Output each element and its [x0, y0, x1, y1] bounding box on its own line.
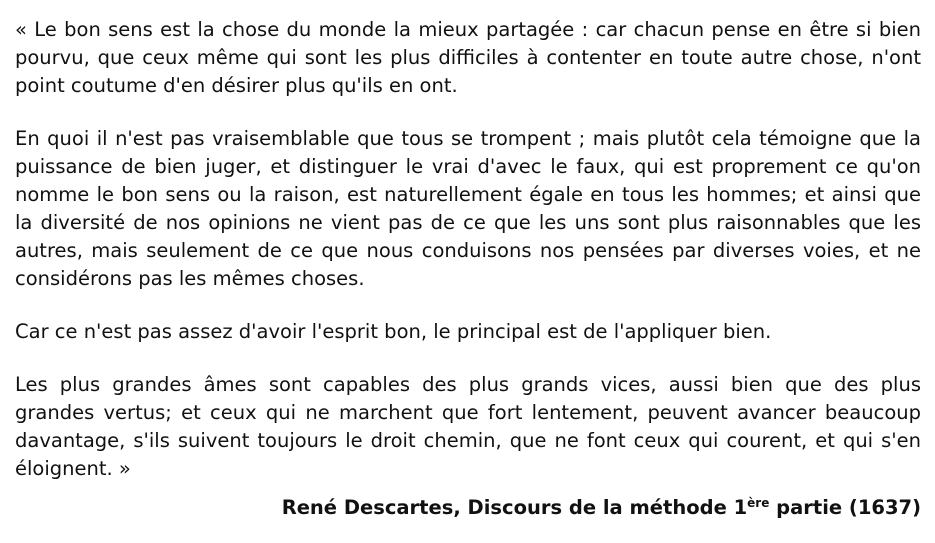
attribution-superscript: ère: [747, 496, 770, 510]
quote-body: [15, 16, 921, 508]
attribution: [282, 494, 921, 522]
quote-paragraph-1: « Le bon sens est la chose du monde la mieux partagée : car chacun pense en être si bien pourvu, que ceux même qui sont les plus difficiles à contenter en toute autre chose, n'ont point coutume d'en désirer plus qu'ils en ont.: [15, 18, 921, 97]
quote-paragraph-2: En quoi il n'est pas vraisemblable que tous se trompent ; mais plutôt cela témoigne que la puissance de bien juger, et distinguer le vrai d'avec le faux, qui est proprement ce qu'on nomme le bon sens ou la raison, est naturellement égale en tous les hommes; et ainsi que la diversité de nos opinions ne vient pas de ce que les uns sont plus raisonnables que les autres, mais seulement de ce que nous conduisons nos pensées par diverses voies, et ne considérons pas les mêmes choses.: [15, 127, 921, 290]
attribution-author-title: René Descartes, Discours de la méthode 1: [281, 496, 748, 519]
quote-paragraph-4: Les plus grandes âmes sont capables des plus grands vices, aussi bien que des plus grandes vertus; et ceux qui ne marchent que fort lentement, peuvent avancer beaucoup davantage, s'ils suivent toujours le droit chemin, que ne font ceux qui courent, et qui s'en éloignent. »: [15, 373, 921, 480]
quote-paragraph-3: Car ce n'est pas assez d'avoir l'esprit bon, le principal est de l'appliquer bien.: [15, 320, 772, 343]
attribution-part-year: partie (1637): [769, 496, 921, 519]
